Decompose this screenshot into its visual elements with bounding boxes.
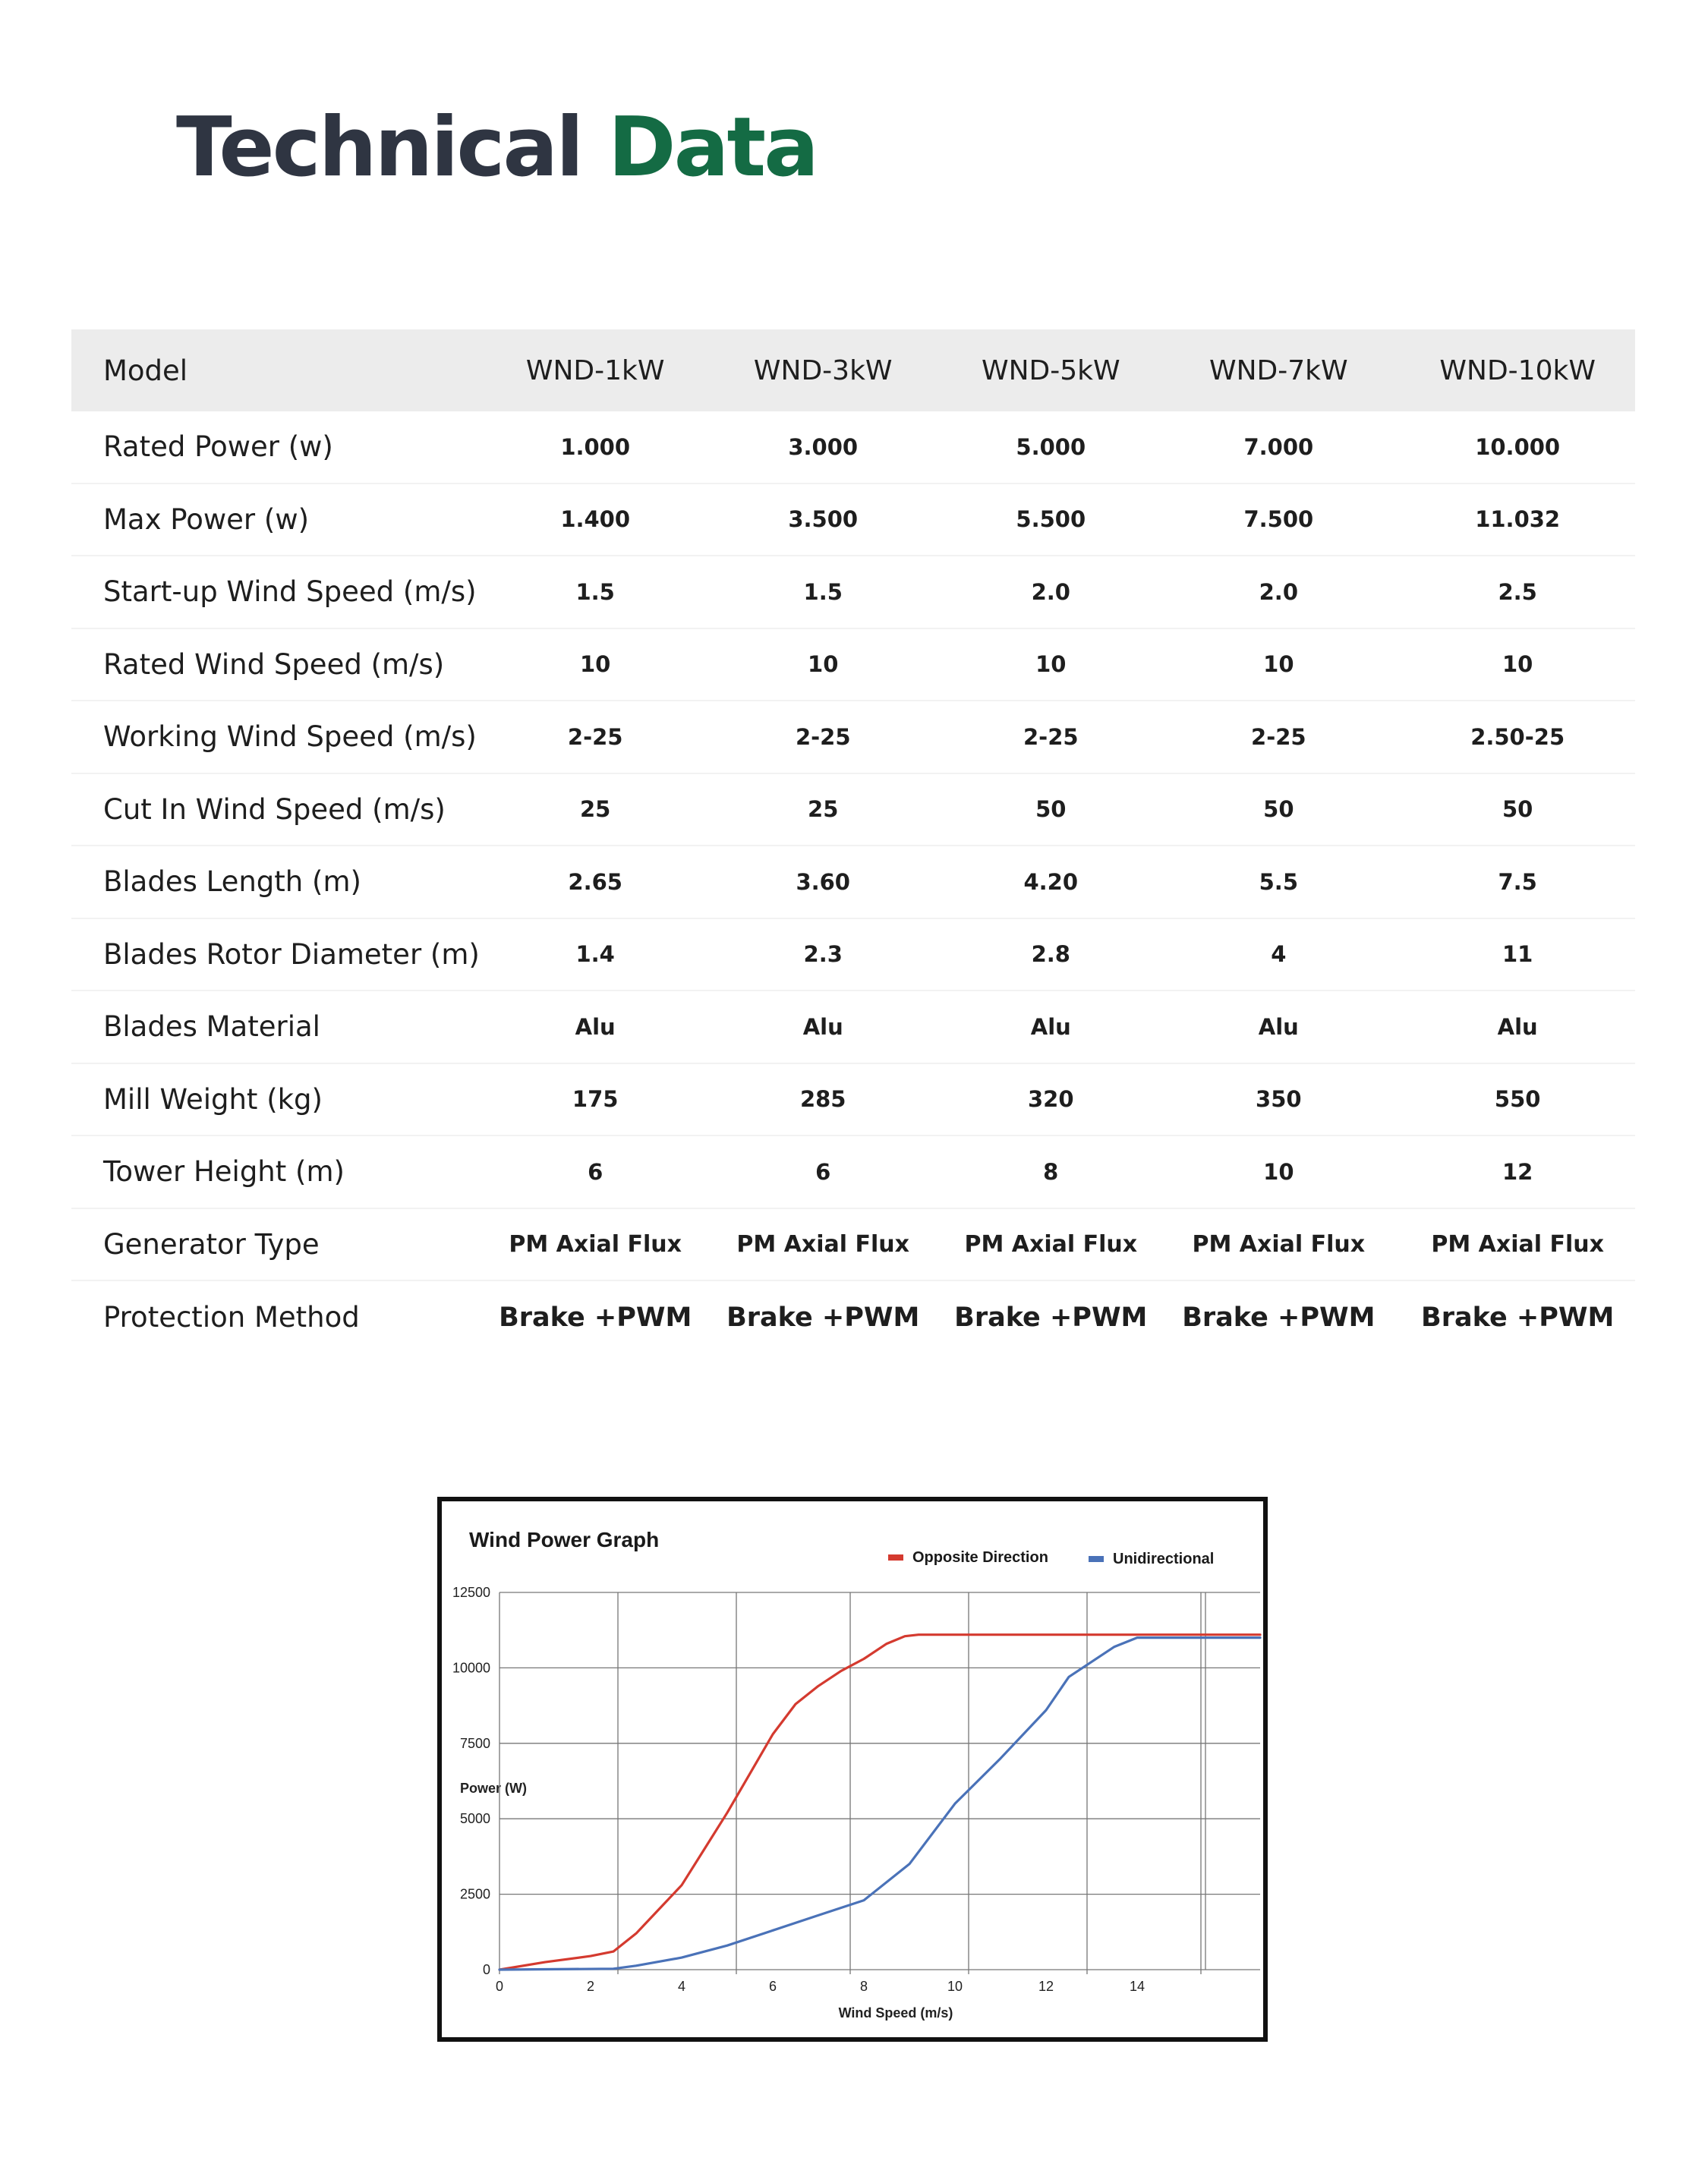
row-value: 10: [1502, 651, 1533, 678]
x-axis-label: Wind Speed (m/s): [838, 2005, 953, 2021]
x-tick-label: 12: [1038, 1979, 1054, 1994]
row-value: 8: [1043, 1158, 1059, 1185]
legend-label-unidirectional: Unidirectional: [1113, 1551, 1215, 1567]
x-tick-label: 4: [677, 1979, 686, 1994]
row-value: Brake +PWM: [726, 1302, 920, 1333]
row-value: 7.5: [1498, 868, 1537, 895]
row-value: Brake +PWM: [954, 1302, 1148, 1333]
title-word-data: Data: [607, 100, 817, 195]
row-value: 175: [572, 1086, 619, 1113]
page-title: [176, 99, 817, 197]
x-tick-label: 8: [859, 1979, 868, 1994]
row-value: Alu: [802, 1013, 843, 1040]
row-value: 5.5: [1259, 868, 1298, 895]
row-value: 320: [1028, 1086, 1074, 1113]
row-label: Blades Length (m): [103, 865, 361, 899]
row-value: PM Axial Flux: [1431, 1230, 1604, 1258]
row-value: 285: [799, 1086, 846, 1113]
row-label: Blades Rotor Diameter (m): [103, 937, 480, 971]
model-header-7kw: WND-7kW: [1209, 354, 1348, 386]
row-value: 1.400: [560, 506, 631, 533]
table-row: [71, 919, 1635, 992]
table-row: [71, 1281, 1635, 1354]
title-word-technical: Technical: [176, 100, 582, 195]
wind-power-graph: [437, 1497, 1268, 2042]
row-value: 2.0: [1031, 578, 1070, 605]
row-value: 50: [1263, 796, 1294, 823]
row-label: Start-up Wind Speed (m/s): [103, 575, 477, 609]
table-row: [71, 846, 1635, 919]
y-tick-label: 2500: [459, 1886, 490, 1902]
table-row: [71, 484, 1635, 557]
row-value: 5.000: [1016, 433, 1086, 460]
model-header-3kw: WND-3kW: [753, 354, 893, 386]
chart-ticks: [452, 1585, 1145, 1994]
x-tick-label: 14: [1129, 1979, 1145, 1994]
series-line-unidirectional: [499, 1638, 1260, 1970]
model-header-10kw: WND-10kW: [1439, 354, 1596, 386]
row-value: 3.60: [796, 868, 850, 895]
row-label: Max Power (w): [103, 502, 310, 536]
x-tick-label: 10: [947, 1979, 963, 1994]
row-value: 10: [580, 651, 611, 678]
row-value: Alu: [575, 1013, 616, 1040]
row-label: Cut In Wind Speed (m/s): [103, 792, 446, 826]
legend-swatch-unidirectional: [1089, 1556, 1104, 1562]
chart-lines: [499, 1635, 1260, 1970]
model-header-5kw: WND-5kW: [981, 354, 1120, 386]
row-value: 6: [815, 1158, 831, 1185]
row-value: 10: [1263, 1158, 1294, 1185]
legend-swatch-opposite: [888, 1554, 903, 1561]
y-tick-label: 5000: [459, 1811, 490, 1827]
y-axis-label: Power (W): [460, 1781, 527, 1796]
row-value: Alu: [1497, 1013, 1538, 1040]
row-value: 25: [580, 796, 611, 823]
row-value: 550: [1494, 1086, 1541, 1113]
legend-label-opposite: Opposite Direction: [912, 1549, 1048, 1566]
model-header-label: Model: [103, 354, 188, 387]
table-row: [71, 556, 1635, 629]
table-row: [71, 1209, 1635, 1282]
row-value: 10: [808, 651, 839, 678]
row-value: 2-25: [1251, 723, 1306, 750]
x-tick-label: 2: [586, 1979, 595, 1994]
row-label: Blades Material: [103, 1010, 320, 1044]
row-label: Mill Weight (kg): [103, 1082, 323, 1116]
chart-title: Wind Power Graph: [469, 1528, 660, 1551]
chart-svg: [442, 1501, 1263, 2037]
series-line-opposite-direction: [499, 1635, 1260, 1970]
row-value: 50: [1035, 796, 1067, 823]
row-value: Brake +PWM: [1421, 1302, 1615, 1333]
row-value: 2.65: [568, 868, 622, 895]
model-header-1kw: WND-1kW: [525, 354, 665, 386]
row-value: 25: [808, 796, 839, 823]
row-value: 2-25: [1023, 723, 1079, 750]
y-tick-label: 7500: [459, 1735, 490, 1751]
row-value: 10.000: [1475, 433, 1561, 460]
row-value: 10: [1263, 651, 1294, 678]
row-value: 1.5: [575, 578, 615, 605]
row-value: Alu: [1030, 1013, 1071, 1040]
row-value: 2-25: [567, 723, 623, 750]
table-row: [71, 629, 1635, 702]
table-row: [71, 411, 1635, 484]
row-value: 12: [1502, 1158, 1533, 1185]
row-label: Tower Height (m): [103, 1155, 345, 1189]
row-label: Rated Wind Speed (m/s): [103, 647, 445, 681]
row-value: Brake +PWM: [1182, 1302, 1376, 1333]
row-value: 1.5: [803, 578, 843, 605]
row-value: 6: [588, 1158, 603, 1185]
row-value: 7.000: [1243, 433, 1314, 460]
row-label: Protection Method: [103, 1301, 360, 1334]
table-body: [71, 411, 1635, 1354]
table-row: [71, 701, 1635, 774]
row-value: 10: [1035, 651, 1067, 678]
row-value: PM Axial Flux: [964, 1230, 1138, 1258]
row-value: 4: [1271, 941, 1287, 968]
row-value: 2.5: [1498, 578, 1537, 605]
row-value: PM Axial Flux: [509, 1230, 682, 1258]
row-value: 3.500: [788, 506, 859, 533]
row-label: Working Wind Speed (m/s): [103, 720, 477, 754]
row-value: 11: [1502, 941, 1533, 968]
row-value: PM Axial Flux: [736, 1230, 910, 1258]
x-tick-label: 6: [768, 1979, 777, 1994]
row-value: 5.500: [1016, 506, 1086, 533]
technical-data-table: [71, 329, 1635, 1354]
y-tick-label: 12500: [452, 1585, 490, 1600]
row-value: Brake +PWM: [499, 1302, 692, 1333]
row-value: 11.032: [1475, 506, 1561, 533]
row-value: PM Axial Flux: [1192, 1230, 1366, 1258]
table-row: [71, 774, 1635, 847]
row-label: Rated Power (w): [103, 430, 333, 464]
row-value: 2.0: [1259, 578, 1298, 605]
y-tick-label: 0: [482, 1962, 490, 1977]
row-value: Alu: [1258, 1013, 1299, 1040]
table-row: [71, 1064, 1635, 1137]
row-value: 1.4: [575, 941, 615, 968]
row-value: 2.50-25: [1470, 723, 1565, 750]
row-value: 7.500: [1243, 506, 1314, 533]
row-value: 350: [1256, 1086, 1302, 1113]
row-value: 2.3: [803, 941, 843, 968]
row-value: 4.20: [1023, 868, 1079, 895]
table-row: [71, 1136, 1635, 1209]
row-value: 50: [1502, 796, 1533, 823]
row-value: 3.000: [788, 433, 859, 460]
table-row: [71, 991, 1635, 1064]
row-value: 2-25: [795, 723, 851, 750]
x-tick-label: 0: [495, 1979, 504, 1994]
row-value: 2.8: [1031, 941, 1070, 968]
row-label: Generator Type: [103, 1227, 320, 1261]
table-header-row: [71, 329, 1635, 411]
y-tick-label: 10000: [452, 1660, 490, 1676]
row-value: 1.000: [560, 433, 631, 460]
